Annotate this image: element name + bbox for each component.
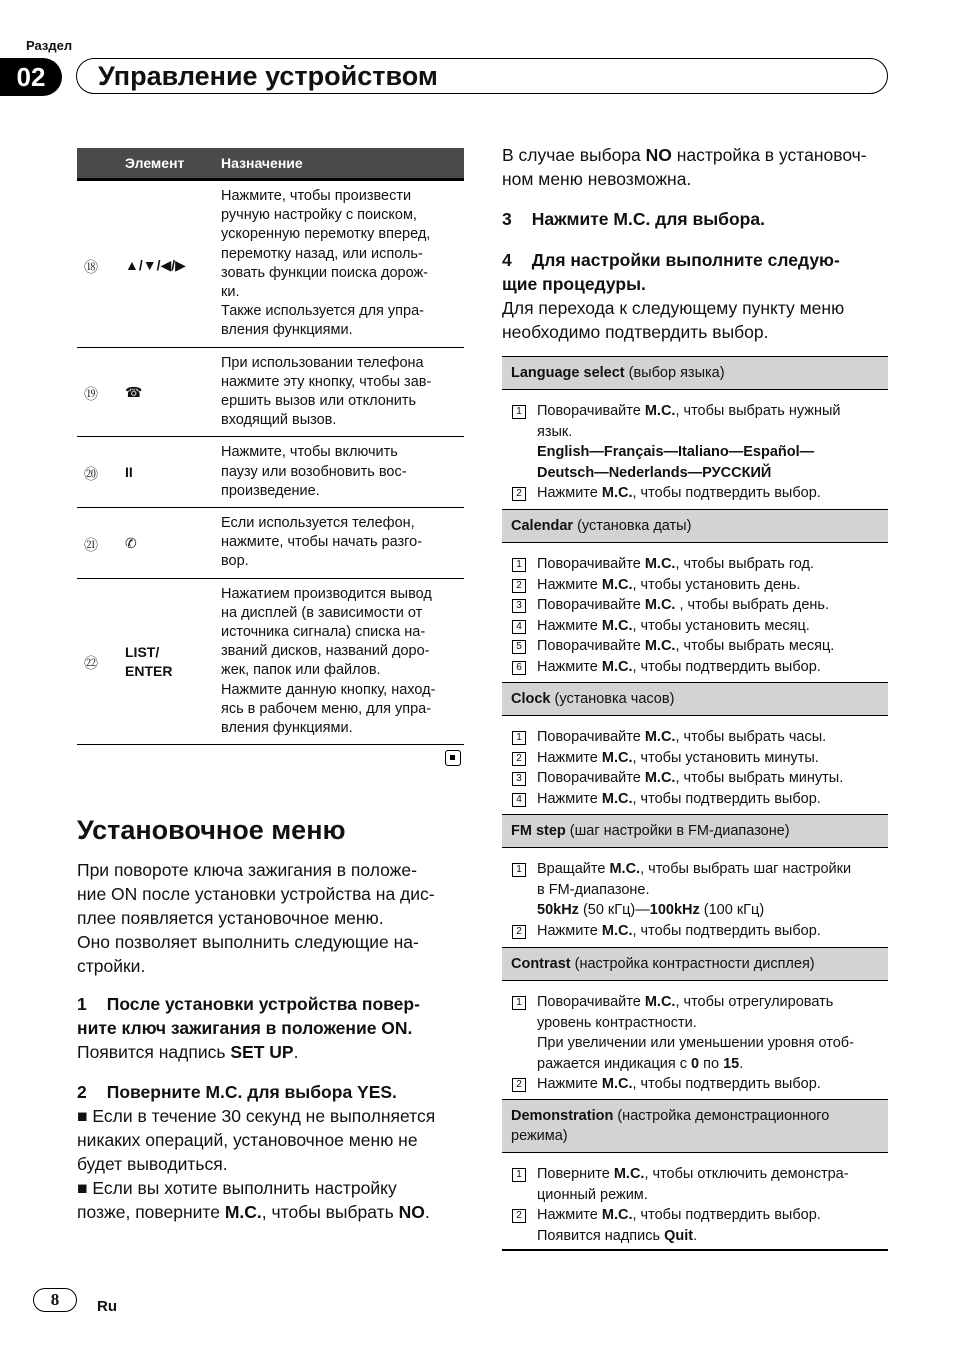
step-number-box: 5 — [512, 640, 526, 654]
row-description: Если используется телефон, нажмите, чтобы начать разго- вор. — [221, 515, 423, 570]
setting-steps — [502, 859, 888, 941]
row-key-label: ▲/▼/◀/▶ — [125, 257, 186, 273]
setup-intro-paragraph: При повороте ключа зажигания в положе- ние ON после установки устройства на дис- плее появляется установочное меню. Оно позволяет выполнить следующие на- стройки. — [77, 860, 435, 976]
step-1: 1 После установки устройства повер- ните ключ зажигания в положение ON. Появится надпись SET UP. — [77, 994, 420, 1062]
row-description: При использовании телефона нажмите эту кнопку, чтобы зав- ершить вызов или отклонить входящий вызов. — [221, 354, 432, 429]
setup-menu-heading: Установочное меню — [77, 815, 346, 845]
list-item: 6 Нажмите M.C., чтобы подтвердить выбор. — [502, 657, 888, 678]
list-item: 3 Поворачивайте M.C., чтобы выбрать минуты. — [502, 768, 888, 789]
setting-header: Demonstration (настройка демонстрационного режима) — [502, 1099, 888, 1153]
step-number-box: 2 — [512, 925, 526, 939]
step-number-box: 1 — [512, 731, 526, 745]
row-description: Нажатием производится вывод на дисплей (в зависимости от источника сигнала) списка на- званий дисков, названий доро- жек, папок или файлов. Нажмите данную кнопку, наход- ясь в рабочем меню, для упра- вления функциями. — [221, 585, 436, 737]
table-bottom-rule — [77, 744, 464, 745]
chapter-title: Управление устройством — [98, 61, 438, 91]
step-number-box: 1 — [512, 863, 526, 877]
setting-steps — [502, 554, 888, 677]
row-number: ㉑ — [84, 536, 98, 553]
setting-header: Clock (установка часов) — [502, 682, 888, 716]
list-item: 2 Нажмите M.C., чтобы подтвердить выбор. Появится надпись Quit. — [502, 1205, 888, 1246]
row-number: ㉒ — [84, 655, 98, 672]
step-number-box: 6 — [512, 661, 526, 675]
table-row — [77, 178, 464, 347]
step-number-box: 1 — [512, 1168, 526, 1182]
table-row — [77, 507, 464, 578]
step-number-box: 4 — [512, 793, 526, 807]
list-item: 3 Поворачивайте M.C. , чтобы выбрать день. — [502, 595, 888, 616]
list-item: 2 Нажмите M.C., чтобы подтвердить выбор. — [502, 921, 888, 942]
list-item: 4 Нажмите M.C., чтобы установить месяц. — [502, 616, 888, 637]
setting-steps — [502, 1164, 888, 1246]
list-item: 1 Поворачивайте M.C., чтобы выбрать год. — [502, 554, 888, 575]
row-number: ⑲ — [84, 385, 98, 402]
section-label: Раздел — [26, 38, 73, 53]
list-item: 2 Нажмите M.C., чтобы подтвердить выбор. — [502, 483, 888, 504]
table-header — [77, 148, 464, 178]
column-header-element: Элемент — [125, 155, 185, 171]
setting-header: Calendar (установка даты) — [502, 509, 888, 543]
step-number-box: 2 — [512, 1078, 526, 1092]
step-number-box: 2 — [512, 1209, 526, 1223]
section-end-icon — [445, 750, 461, 766]
setting-steps — [502, 401, 888, 504]
setting-header: Language select (выбор языка) — [502, 356, 888, 390]
list-item: 1 Вращайте M.C., чтобы выбрать шаг настройки в FM-диапазоне. 50kHz (50 кГц)—100kHz (100 кГц) — [502, 859, 888, 921]
list-item: 4 Нажмите M.C., чтобы подтвердить выбор. — [502, 789, 888, 810]
language-code: Ru — [97, 1298, 117, 1315]
step-4: 4 Для настройки выполните следую- щие процедуры. Для перехода к следующему пункту меню необходимо подтвердить выбор. — [502, 250, 845, 342]
row-description: Нажмите, чтобы включить паузу или возобновить вос- произведение. — [221, 444, 407, 499]
row-description: Нажмите, чтобы произвести ручную настройку с поиском, ускоренную перемотку вперед, перемотку назад, или исполь- зовать функции поиска дорож- ки. Также используется для упра- вления функциями. — [221, 188, 431, 339]
step-number-box: 2 — [512, 487, 526, 501]
setting-steps — [502, 992, 888, 1095]
step-number-box: 1 — [512, 558, 526, 572]
list-item: 2 Нажмите M.C., чтобы установить день. — [502, 575, 888, 596]
note-later: ■ Если вы хотите выполнить настройку позже, поверните M.C., чтобы выбрать NO. — [77, 1178, 430, 1222]
note-timeout: ■ Если в течение 30 секунд не выполняется никаких операций, установочное меню не будет выводиться. — [77, 1106, 436, 1174]
key-function-table — [77, 148, 464, 745]
row-key-label: II — [125, 464, 133, 481]
row-number: ⑱ — [84, 258, 98, 275]
list-item: 5 Поворачивайте M.C., чтобы выбрать месяц. — [502, 636, 888, 657]
list-item: 1 Поворачивайте M.C., чтобы выбрать часы. — [502, 727, 888, 748]
step-number-box: 3 — [512, 599, 526, 613]
step-number-box: 2 — [512, 752, 526, 766]
setting-header: FM step (шаг настройки в FM-диапазоне) — [502, 814, 888, 848]
step-number-box: 2 — [512, 579, 526, 593]
row-key-label: ✆ — [125, 535, 137, 552]
step-number-box: 1 — [512, 996, 526, 1010]
list-item: 2 Нажмите M.C., чтобы подтвердить выбор. — [502, 1074, 888, 1095]
row-number: ⑳ — [84, 465, 98, 482]
step-3: 3 Нажмите M.C. для выбора. — [502, 209, 765, 229]
setting-steps — [502, 727, 888, 809]
step-2: 2 Поверните M.C. для выбора YES. ■ Если в течение 30 секунд не выполняется никаких операций, установочное меню не будет выводиться. ■ Если вы хотите выполнить настройку позже, поверните M.C., чтобы выбрать NO. — [77, 1080, 467, 1224]
list-item: 1 Поворачивайте M.C., чтобы отрегулировать уровень контрастности. При увеличении или уменьшении уровня отоб- ражается индикация с 0 по 15. — [502, 992, 888, 1074]
row-key-label: ☎ — [125, 384, 143, 401]
table-row — [77, 578, 464, 745]
row-key-label: LIST/ ENTER — [125, 644, 173, 680]
step-number-box: 4 — [512, 620, 526, 634]
table-row — [77, 347, 464, 437]
settings-bottom-rule — [502, 1249, 888, 1251]
table-row — [77, 436, 464, 507]
page-number: 8 — [33, 1288, 77, 1312]
step-number-box: 3 — [512, 772, 526, 786]
no-case-paragraph: В случае выбора NO настройка в установоч- ном меню невозможна. — [502, 145, 867, 189]
step-number-box: 1 — [512, 405, 526, 419]
list-item: 2 Нажмите M.C., чтобы установить минуты. — [502, 748, 888, 769]
column-header-purpose: Назначение — [221, 155, 303, 171]
list-item: 1 Поворачивайте M.C., чтобы выбрать нужный язык. English—Français—Italiano—Español— Deutsch—Nederlands—РУССКИЙ — [502, 401, 888, 483]
setting-header: Contrast (настройка контрастности дисплея) — [502, 947, 888, 981]
chapter-number-badge: 02 — [0, 58, 62, 96]
list-item: 1 Поверните M.C., чтобы отключить демонстра- ционный режим. — [502, 1164, 888, 1205]
